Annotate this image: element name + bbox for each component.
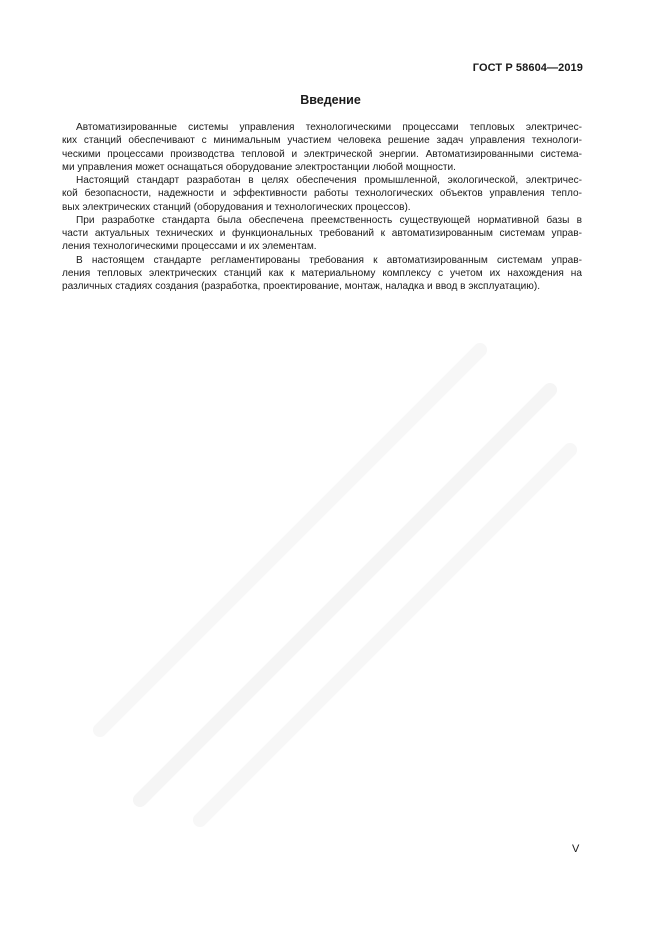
paragraph-3-line-2: части актуальных технических и функциональных требований к автоматизированным системам управ- <box>62 228 582 239</box>
watermark-strokes <box>100 350 570 820</box>
paragraph-4-line-3: различных стадиях создания (разработка, проектирование, монтаж, наладка и ввод в эксплуатацию). <box>62 281 541 292</box>
section-title: Введение <box>300 93 361 107</box>
paragraph-2-line-3: вых электрических станций (оборудования и технологических процессов). <box>62 201 411 213</box>
paragraph-1-line-1: Автоматизированные системы управления технологическими процессами тепловых электричес- <box>76 122 582 133</box>
faint-watermark-pattern <box>80 330 580 830</box>
paragraph-3-line-1: При разработке стандарта была обеспечена преемственность существующей нормативной базы в <box>76 214 582 226</box>
paragraph-1-line-2: ких станций обеспечивают с минимальным участием человека решение задач управления технологи- <box>62 135 582 147</box>
paragraph-2-line-2: кой безопасности, надежности и эффективности работы технологических объектов управления тепло- <box>62 188 582 200</box>
paragraph-4-line-2: ления тепловых электрических станций как к материальному комплексу с учетом их нахождения на <box>62 267 582 279</box>
paragraph-4-line-1: В настоящем стандарте регламентированы требования к автоматизированным системам управ- <box>76 254 582 266</box>
paragraph-3-line-3: ления технологическими процессами и их элементам. <box>62 241 317 253</box>
paragraph-1-line-4: ми управления может оснащаться оборудование электростанции любой мощности. <box>62 161 456 173</box>
paragraph-1-line-3: ческими процессами производства тепловой и электрической энергии. Автоматизированными система- <box>62 148 582 160</box>
paragraph-2-line-1: Настоящий стандарт разработан в целях обеспечения промышленной, экологической, электричес- <box>76 175 582 186</box>
page-number: V <box>572 843 580 855</box>
document-header-id: ГОСТ Р 58604—2019 <box>472 62 583 74</box>
body-text <box>62 121 582 293</box>
